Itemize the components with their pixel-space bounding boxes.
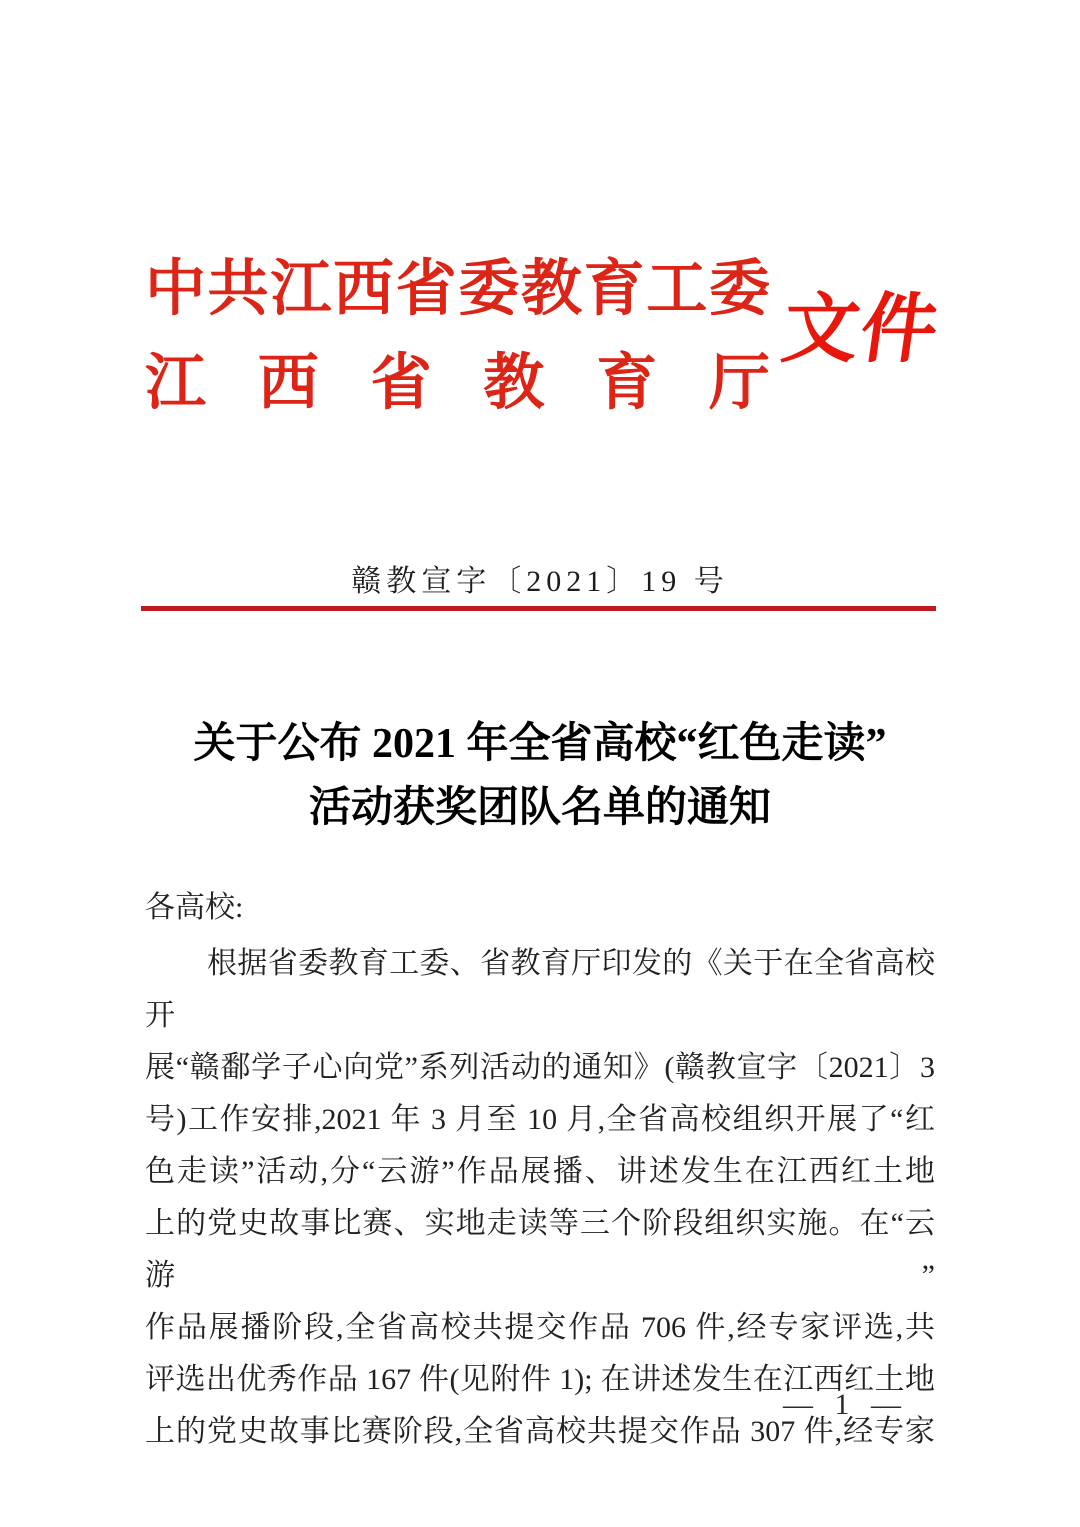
document-title bbox=[145, 712, 935, 840]
body-line: 评选出优秀作品 167 件(见附件 1); 在讲述发生在江西红土地 bbox=[145, 1363, 935, 1396]
letterhead-doc-type: 文件 bbox=[777, 288, 945, 372]
body-paragraph bbox=[145, 938, 935, 1458]
document-title-line2: 活动获奖团队名单的通知 bbox=[308, 785, 771, 831]
document-body bbox=[145, 882, 935, 1458]
body-line: 上的党史故事比赛、实地走读等三个阶段组织实施。在“云游” bbox=[145, 1207, 935, 1292]
body-line: 上的党史故事比赛阶段,全省高校共提交作品 307 件,经专家 bbox=[145, 1415, 935, 1448]
document-title-line1: 关于公布 2021 年全省高校“红色走读” bbox=[193, 721, 887, 767]
red-divider-line bbox=[141, 606, 936, 611]
body-line: 展“赣鄱学子心向党”系列活动的通知》(赣教宣字〔2021〕3 bbox=[145, 1051, 935, 1084]
body-line: 色走读”活动,分“云游”作品展播、讲述发生在江西红土地 bbox=[145, 1155, 935, 1188]
salutation: 各高校: bbox=[145, 891, 244, 924]
document-number: 赣教宣字〔2021〕19 号 bbox=[351, 565, 729, 598]
letterhead-org-line2: 江西省教育厅 bbox=[145, 350, 770, 418]
body-line: 号)工作安排,2021 年 3 月至 10 月,全省高校组织开展了“红 bbox=[145, 1103, 935, 1136]
letterhead-org-line1: 中共江西省委教育工委 bbox=[145, 256, 770, 323]
letterhead bbox=[145, 256, 945, 419]
page-number: — 1 — bbox=[783, 1388, 908, 1421]
body-line: 根据省委教育工委、省教育厅印发的《关于在全省高校开 bbox=[145, 947, 935, 1032]
body-line: 作品展播阶段,全省高校共提交作品 706 件,经专家评选,共 bbox=[145, 1311, 935, 1344]
